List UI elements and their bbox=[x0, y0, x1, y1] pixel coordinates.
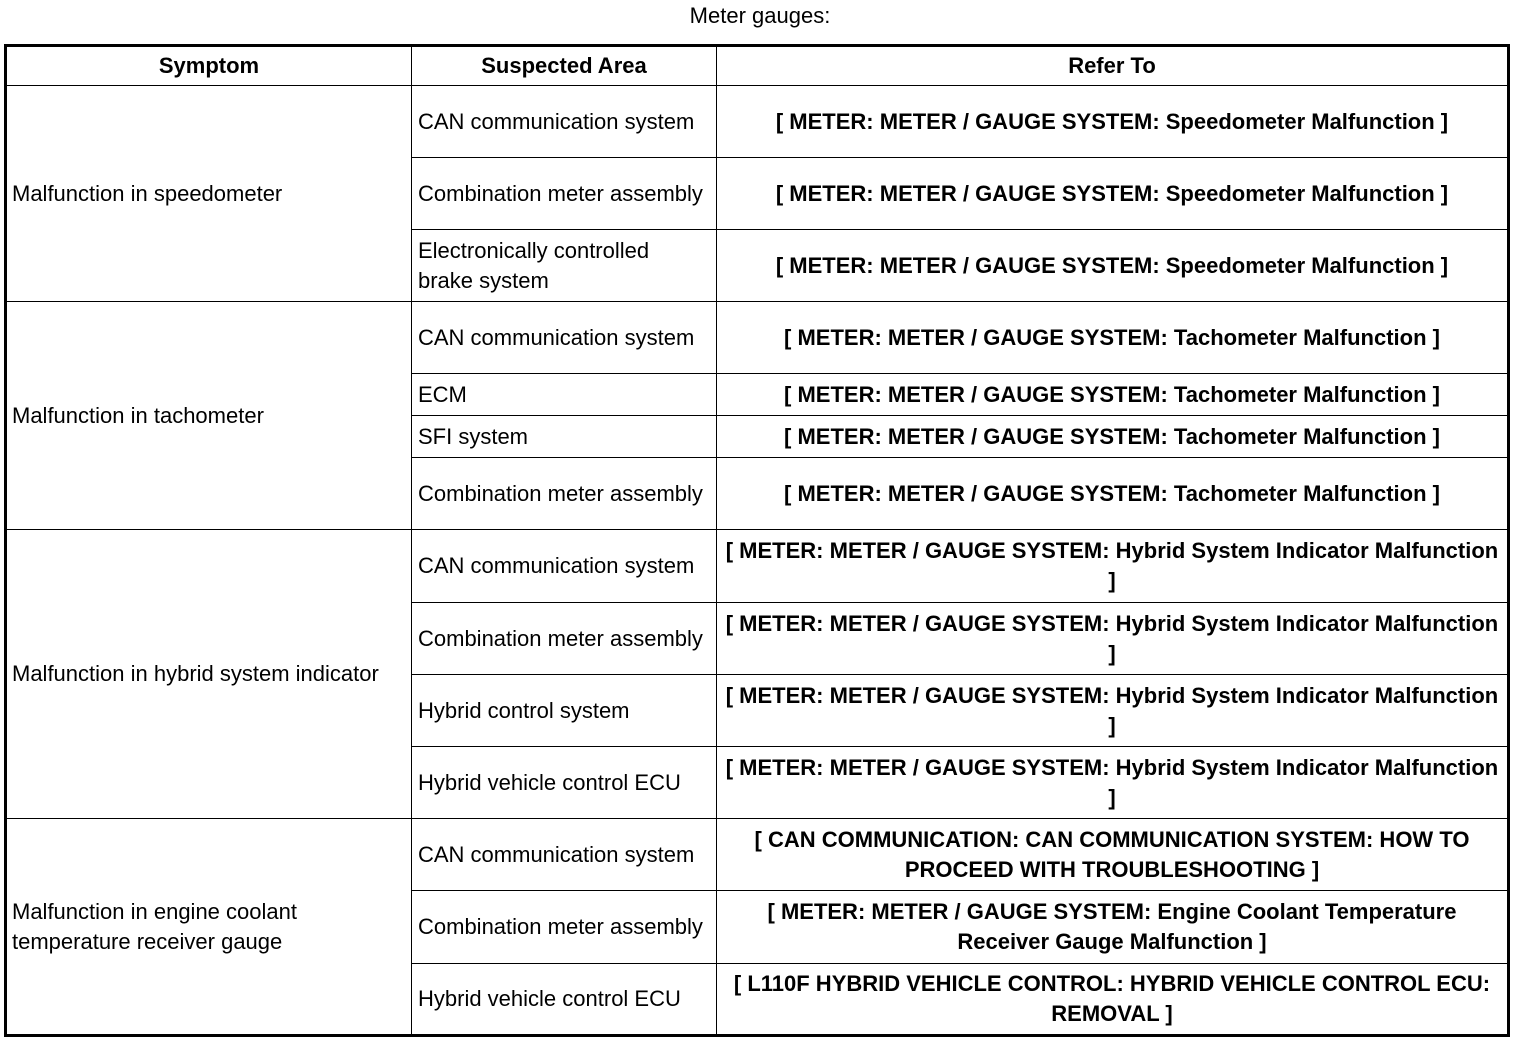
table-row bbox=[6, 819, 1509, 891]
suspected-area-cell: Combination meter assembly bbox=[412, 458, 717, 530]
symptom-table bbox=[4, 44, 1510, 1037]
table-row bbox=[6, 302, 1509, 374]
table-row bbox=[6, 86, 1509, 158]
header-symptom: Symptom bbox=[6, 46, 412, 86]
suspected-area-cell: CAN communication system bbox=[412, 86, 717, 158]
refer-to-link[interactable]: [ METER: METER / GAUGE SYSTEM: Hybrid System Indicator Malfunction ] bbox=[717, 675, 1509, 747]
suspected-area-cell: CAN communication system bbox=[412, 302, 717, 374]
suspected-area-cell: ECM bbox=[412, 374, 717, 416]
refer-to-link[interactable]: [ METER: METER / GAUGE SYSTEM: Hybrid System Indicator Malfunction ] bbox=[717, 530, 1509, 603]
header-suspected-area: Suspected Area bbox=[412, 46, 717, 86]
suspected-area-cell: Hybrid vehicle control ECU bbox=[412, 747, 717, 819]
refer-to-link[interactable]: [ METER: METER / GAUGE SYSTEM: Engine Coolant Temperature Receiver Gauge Malfunction ] bbox=[717, 891, 1509, 964]
suspected-area-cell: Combination meter assembly bbox=[412, 158, 717, 230]
symptom-cell: Malfunction in hybrid system indicator bbox=[6, 530, 412, 819]
refer-to-link[interactable]: [ METER: METER / GAUGE SYSTEM: Tachometer Malfunction ] bbox=[717, 416, 1509, 458]
refer-to-link[interactable]: [ METER: METER / GAUGE SYSTEM: Hybrid System Indicator Malfunction ] bbox=[717, 747, 1509, 819]
symptom-cell: Malfunction in speedometer bbox=[6, 86, 412, 302]
suspected-area-cell: SFI system bbox=[412, 416, 717, 458]
suspected-area-cell: Combination meter assembly bbox=[412, 891, 717, 964]
suspected-area-cell: CAN communication system bbox=[412, 819, 717, 891]
suspected-area-cell: Electronically controlled brake system bbox=[412, 230, 717, 302]
refer-to-link[interactable]: [ METER: METER / GAUGE SYSTEM: Speedometer Malfunction ] bbox=[717, 158, 1509, 230]
table-caption: Meter gauges: bbox=[689, 3, 831, 28]
suspected-area-cell: Hybrid vehicle control ECU bbox=[412, 964, 717, 1036]
header-row bbox=[6, 46, 1509, 86]
symptom-cell: Malfunction in tachometer bbox=[6, 302, 412, 530]
suspected-area-cell: Combination meter assembly bbox=[412, 603, 717, 675]
refer-to-link[interactable]: [ METER: METER / GAUGE SYSTEM: Speedometer Malfunction ] bbox=[717, 230, 1509, 302]
symptom-cell: Malfunction in engine coolant temperature receiver gauge bbox=[6, 819, 412, 1036]
refer-to-link[interactable]: [ METER: METER / GAUGE SYSTEM: Tachometer Malfunction ] bbox=[717, 302, 1509, 374]
refer-to-link[interactable]: [ CAN COMMUNICATION: CAN COMMUNICATION SYSTEM: HOW TO PROCEED WITH TROUBLESHOOTING ] bbox=[717, 819, 1509, 891]
refer-to-link[interactable]: [ METER: METER / GAUGE SYSTEM: Hybrid System Indicator Malfunction ] bbox=[717, 603, 1509, 675]
refer-to-link[interactable]: [ METER: METER / GAUGE SYSTEM: Tachometer Malfunction ] bbox=[717, 374, 1509, 416]
refer-to-link[interactable]: [ L110F HYBRID VEHICLE CONTROL: HYBRID VEHICLE CONTROL ECU: REMOVAL ] bbox=[717, 964, 1509, 1036]
suspected-area-cell: Hybrid control system bbox=[412, 675, 717, 747]
header-refer-to: Refer To bbox=[717, 46, 1509, 86]
suspected-area-cell: CAN communication system bbox=[412, 530, 717, 603]
refer-to-link[interactable]: [ METER: METER / GAUGE SYSTEM: Tachometer Malfunction ] bbox=[717, 458, 1509, 530]
refer-to-link[interactable]: [ METER: METER / GAUGE SYSTEM: Speedometer Malfunction ] bbox=[717, 86, 1509, 158]
table-row bbox=[6, 530, 1509, 603]
